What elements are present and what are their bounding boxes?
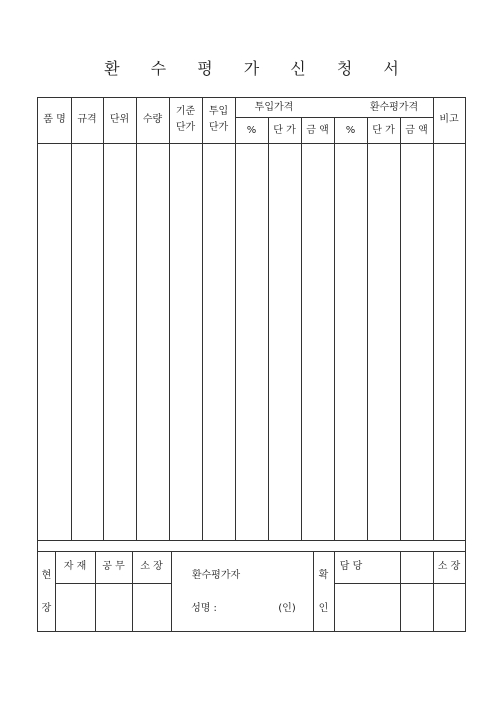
- evaluator-label: 환수평가자: [191, 570, 241, 581]
- col-header-quantity: 수량: [142, 114, 163, 125]
- site-label-1: 현: [41, 570, 52, 581]
- works-label: 공 무: [102, 561, 125, 572]
- group-header-recovery-value: 환수평가격: [369, 102, 419, 113]
- group-header-input-cost: 투입가격: [254, 102, 294, 113]
- col-rule-8: [301, 117, 302, 540]
- seal-mark: (인): [278, 603, 296, 614]
- footer-rule-4: [171, 551, 172, 632]
- col-rule-6: [235, 98, 236, 540]
- col-rule-1: [71, 98, 72, 540]
- site-manager-label: 소 장: [140, 561, 163, 572]
- col-rule-4: [169, 98, 170, 540]
- col-header-recovery-amount: 금 액: [405, 125, 428, 136]
- col-header-recovery-unit-price: 단 가: [372, 125, 395, 136]
- in-charge-label: 담 당: [339, 561, 363, 572]
- col-header-input-unit-price: 단 가: [273, 125, 296, 136]
- director-label: 소 장: [437, 561, 461, 572]
- col-rule-9: [334, 117, 335, 540]
- col-rule-5: [202, 98, 203, 540]
- col-header-unit: 단위: [109, 114, 130, 125]
- col-header-std-price-2: 단가: [175, 122, 196, 133]
- col-header-input-percent: %: [246, 125, 257, 136]
- col-rule-12: [433, 98, 434, 540]
- col-header-input-amount: 금 액: [306, 125, 329, 136]
- name-label: 성명 :: [191, 603, 217, 614]
- footer-rule-7: [400, 551, 401, 632]
- col-header-recovery-percent: %: [345, 125, 356, 136]
- col-header-std-price-1: 기준: [175, 106, 196, 117]
- col-rule-2: [103, 98, 104, 540]
- col-header-input-price-2: 단가: [208, 122, 229, 133]
- site-label-2: 장: [41, 603, 52, 614]
- col-rule-7: [268, 117, 269, 540]
- col-rule-3: [136, 98, 137, 540]
- col-header-remarks: 비고: [439, 114, 459, 125]
- recovery-evaluation-form: [37, 97, 466, 632]
- col-header-spec: 규격: [77, 114, 97, 125]
- confirm-label-1: 확: [318, 570, 329, 581]
- col-rule-11: [400, 117, 401, 540]
- confirm-label-2: 인: [318, 603, 329, 614]
- materials-label: 자 재: [63, 561, 87, 572]
- col-header-input-price-1: 투입: [208, 106, 229, 117]
- footer-top-rule: [38, 540, 465, 541]
- footer-rule-5: [313, 551, 314, 632]
- col-header-item-name: 품 명: [43, 114, 66, 125]
- form-title: 환 수 평 가 신 청 서: [104, 59, 412, 78]
- signoff-row-rule-left: [55, 583, 171, 584]
- col-rule-10: [367, 117, 368, 540]
